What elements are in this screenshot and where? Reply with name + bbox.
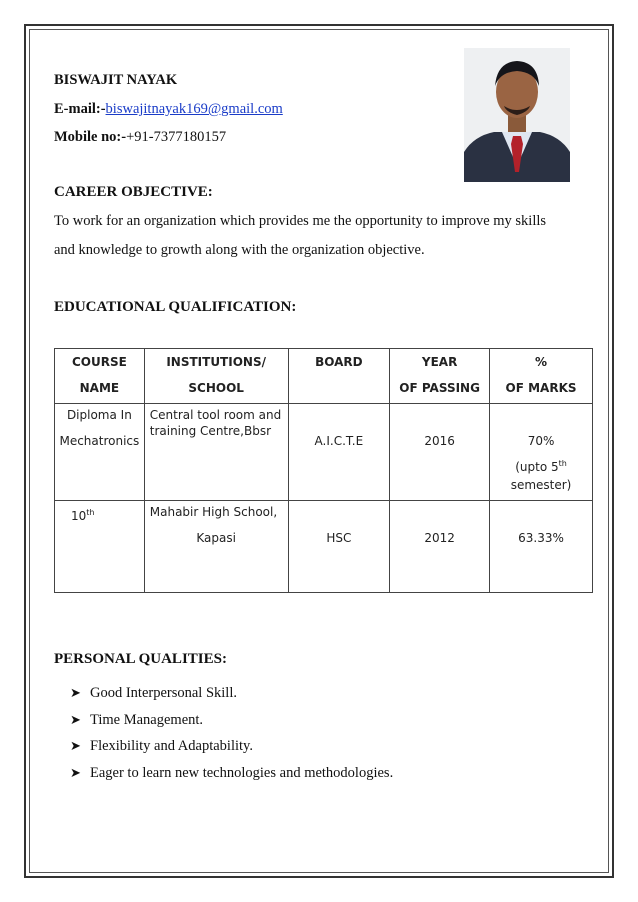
cell-course: Diploma In Mechatronics	[55, 404, 145, 501]
list-item: ➤ Flexibility and Adaptability.	[70, 738, 253, 754]
header-course: COURSE NAME	[55, 349, 145, 404]
arrowhead-bullet-icon: ➤	[70, 738, 81, 753]
profile-photo	[464, 48, 570, 182]
cell-board: HSC	[288, 501, 390, 593]
cell-year: 2016	[390, 404, 490, 501]
table-header-row	[55, 349, 593, 404]
cell-institution: Central tool room and training Centre,Bbsr	[144, 404, 288, 501]
personal-qualities-list	[70, 684, 393, 790]
career-objective-heading: CAREER OBJECTIVE:	[54, 184, 213, 200]
career-objective-line2: and knowledge to growth along with the organization objective.	[54, 242, 425, 258]
header-year: YEAR OF PASSING	[390, 349, 490, 404]
header-board: BOARD	[288, 349, 390, 404]
cell-marks: 70% (upto 5th semester)	[490, 404, 593, 501]
arrowhead-bullet-icon: ➤	[70, 764, 81, 780]
table-row	[55, 501, 593, 593]
mobile-line	[54, 128, 226, 146]
mobile-value: +91-7377180157	[126, 129, 227, 145]
career-objective-line1: To work for an organization which provides me the opportunity to improve my skills	[54, 213, 547, 229]
candidate-name: BISWAJIT NAYAK	[54, 72, 178, 88]
cell-board: A.I.C.T.E	[288, 404, 390, 501]
list-item: ➤ Time Management.	[70, 711, 204, 728]
email-link[interactable]: biswajitnayak169@gmail.com	[105, 101, 283, 117]
profile-photo-icon	[464, 48, 570, 182]
cell-year: 2012	[390, 501, 490, 593]
mobile-label: Mobile no:-	[54, 129, 127, 145]
cell-institution: Mahabir High School, Kapasi	[144, 501, 288, 593]
email-label: E-mail:-	[54, 101, 106, 117]
table-row	[55, 404, 593, 501]
personal-qualities-heading: PERSONAL QUALITIES:	[54, 651, 227, 667]
header-marks: % OF MARKS	[490, 349, 593, 404]
arrowhead-bullet-icon: ➤	[70, 685, 81, 700]
education-table	[54, 348, 593, 593]
education-heading: EDUCATIONAL QUALIFICATION:	[54, 299, 297, 315]
cell-course: 10th	[55, 501, 145, 593]
cell-marks: 63.33%	[490, 501, 593, 593]
header-institution: INSTITUTIONS/ SCHOOL	[144, 349, 288, 404]
list-item: ➤ Good Interpersonal Skill.	[70, 685, 237, 701]
arrowhead-bullet-icon: ➤	[70, 711, 81, 727]
list-item: ➤ Eager to learn new technologies and methodologies.	[70, 764, 394, 781]
email-line	[54, 100, 283, 118]
